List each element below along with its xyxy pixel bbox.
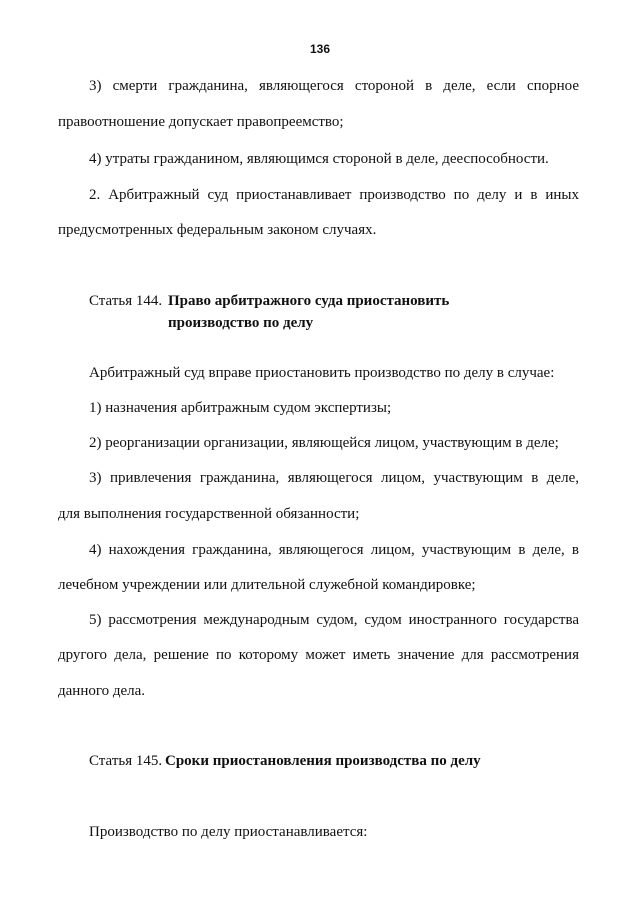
paragraph-line: для выполнения государственной обязанности; [58, 506, 360, 522]
paragraph-line: 4) утраты гражданином, являющимся стороной в деле, дееспособности. [89, 151, 549, 167]
paragraph-line: лечебном учреждении или длительной служебной командировке; [58, 577, 476, 593]
paragraph-line: 5) рассмотрения международным судом, судом иностранного государства [89, 612, 579, 628]
paragraph-line: 4) нахождения гражданина, являющегося лицом, участвующим в деле, в [89, 542, 579, 558]
article-144-title: Право арбитражного суда приостановить [168, 293, 450, 309]
paragraph-line: Арбитражный суд вправе приостановить производство по делу в случае: [89, 365, 555, 381]
paragraph-line: 2) реорганизации организации, являющейся лицом, участвующим в деле; [89, 435, 559, 451]
paragraph-line: другого дела, решение по которому может иметь значение для рассмотрения [58, 647, 579, 663]
paragraph-line: 3) смерти гражданина, являющегося стороной в деле, если спорное [89, 78, 579, 94]
paragraph-line: 3) привлечения гражданина, являющегося лицом, участвующим в деле, [89, 470, 579, 486]
article-144-label: Статья 144. [89, 293, 163, 309]
paragraph-line: Производство по делу приостанавливается: [89, 824, 368, 840]
paragraph-line: 2. Арбитражный суд приостанавливает производство по делу и в иных [89, 187, 579, 203]
paragraph-line: предусмотренных федеральным законом случаях. [58, 222, 377, 238]
article-145-title: Сроки приостановления производства по делу [165, 753, 481, 769]
paragraph-line: правоотношение допускает правопреемство; [58, 114, 344, 130]
paragraph-line: 1) назначения арбитражным судом экспертизы; [89, 400, 392, 416]
article-144-title: производство по делу [168, 315, 314, 331]
page-number: 136 [309, 42, 331, 56]
paragraph-line: данного дела. [58, 683, 146, 699]
article-145-label: Статья 145. [89, 753, 163, 769]
